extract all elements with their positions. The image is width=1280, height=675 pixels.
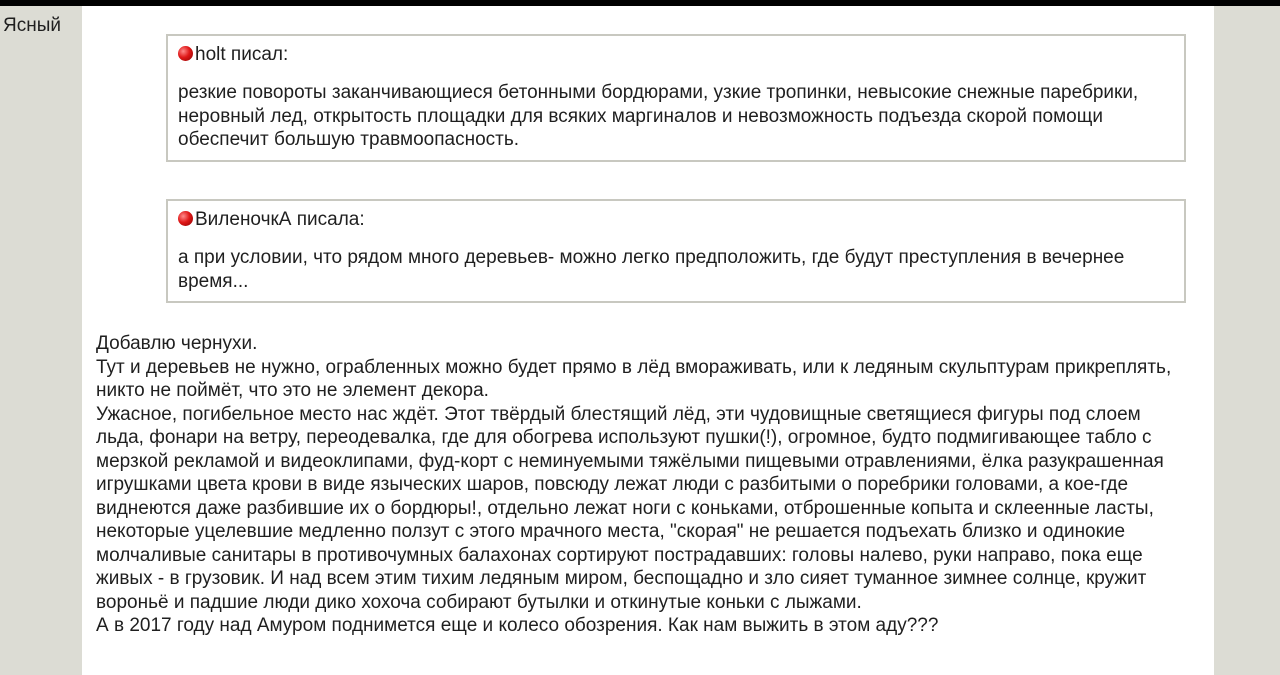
quote-author: holt писал: xyxy=(195,44,289,65)
right-margin xyxy=(1214,6,1280,675)
quote-bullet-icon xyxy=(178,211,193,226)
post-body xyxy=(96,332,1191,638)
quote-block xyxy=(166,34,1186,162)
post-paragraph: А в 2017 году над Амуром поднимется еще и колесо обозрения. Как нам выжить в этом аду??? xyxy=(96,615,939,636)
quote-header xyxy=(178,208,365,232)
quote-author: ВиленочкА писала: xyxy=(195,209,365,230)
author-column xyxy=(0,6,82,675)
quote-text: а при условии, что рядом много деревьев- можно легко предположить, где будут преступления в вечернее время... xyxy=(178,247,1125,292)
quote-header xyxy=(178,43,288,67)
author-name[interactable]: Ясный xyxy=(3,15,61,36)
quote-text: резкие повороты заканчивающиеся бетонными бордюрами, узкие тропинки, невысокие снежные паребрики, неровный лед, открытость площадки для всяких маргиналов и невозможность подъезда скорой помощи обеспечит большую травмоопасность. xyxy=(178,82,1139,150)
quote-bullet-icon xyxy=(178,46,193,61)
post-paragraph: Ужасное, погибельное место нас ждёт. Этот твёрдый блестящий лёд, эти чудовищные светящиеся фигуры под слоем льда, фонари на ветру, переодевалка, где для обогрева используют пушки(!), огромное, будто подмигивающее табло с мерзкой рекламой и видеоклипами, фуд-корт с неминуемыми тяжёлыми пищевыми отравлениями, ёлка разукрашенная игрушками цвета крови в виде языческих шаров, повсюду лежат люди с разбитыми о поребрики головами, а кое-где виднеются даже разбившие их о бордюры!, отдельно лежат ноги с коньками, отброшенные копыта и склеенные ласты, некоторые уцелевшие медленно ползут с этого мрачного места, "скорая" не решается подъехать близко и одинокие молчаливые санитары в противочумных балахонах сортируют пострадавших: головы налево, руки направо, пока еще живых - в грузовик. И над всем этим тихим ледяным миром, беспощадно и зло сияет туманное зимнее солнце, кружит вороньё и падшие люди дико хохоча собирают бутылки и откинутые коньки с лыжами. xyxy=(96,403,1164,613)
post-content xyxy=(82,6,1214,675)
post-paragraph: Тут и деревьев не нужно, ограбленных можно будет прямо в лёд вмораживать, или к ледяным скульптурам прикреплять, никто не поймёт, что это не элемент декора. xyxy=(96,356,1172,401)
quote-block xyxy=(166,199,1186,303)
post-paragraph: Добавлю чернухи. xyxy=(96,333,258,354)
